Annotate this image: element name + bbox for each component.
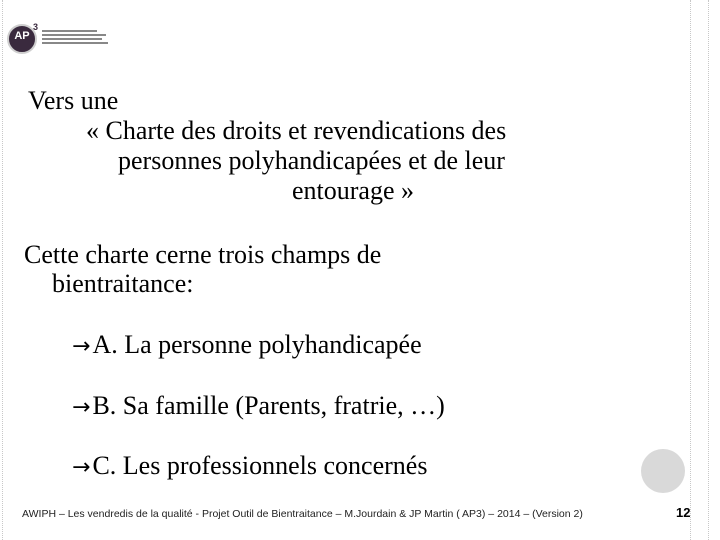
slide-title: [28, 86, 668, 206]
intro-paragraph: [24, 240, 684, 298]
arrow-right-icon: →: [72, 455, 91, 480]
arrow-right-icon: →: [72, 395, 91, 420]
decorative-circle: [641, 449, 685, 493]
page-number: 12: [676, 505, 691, 520]
title-line-4: entourage »: [292, 176, 415, 205]
intro-line-1: Cette charte cerne trois champs de: [24, 240, 382, 269]
ap3-logo: [7, 22, 107, 56]
intro-line-2: bientraitance:: [52, 269, 194, 298]
slide-footer: AWIPH – Les vendredis de la qualité - Projet Outil de Bientraitance – M.Jourdain & JP Martin ( AP3) – 2014 – (Version 2): [22, 508, 583, 520]
bullet-text-b: B. Sa famille (Parents, fratrie, …): [92, 391, 445, 420]
bullet-item-c: [72, 451, 427, 483]
arrow-right-icon: →: [72, 334, 91, 359]
title-line-3: personnes polyhandicapées et de leur: [118, 146, 505, 175]
bullet-text-c: C. Les professionnels concernés: [92, 451, 428, 480]
bullet-text-a: A. La personne polyhandicapée: [92, 330, 422, 359]
logo-superscript: 3: [33, 22, 39, 32]
bullet-item-a: [72, 330, 422, 362]
frame-line-right-outer: [708, 0, 709, 540]
logo-text: AP: [14, 30, 30, 42]
frame-line-left: [2, 0, 3, 540]
title-line-1: Vers une: [28, 86, 119, 115]
frame-line-right: [690, 0, 691, 540]
bullet-item-b: [72, 391, 445, 423]
title-line-2: « Charte des droits et revendications des: [86, 116, 507, 145]
logo-tagline-graphic: [42, 30, 108, 46]
